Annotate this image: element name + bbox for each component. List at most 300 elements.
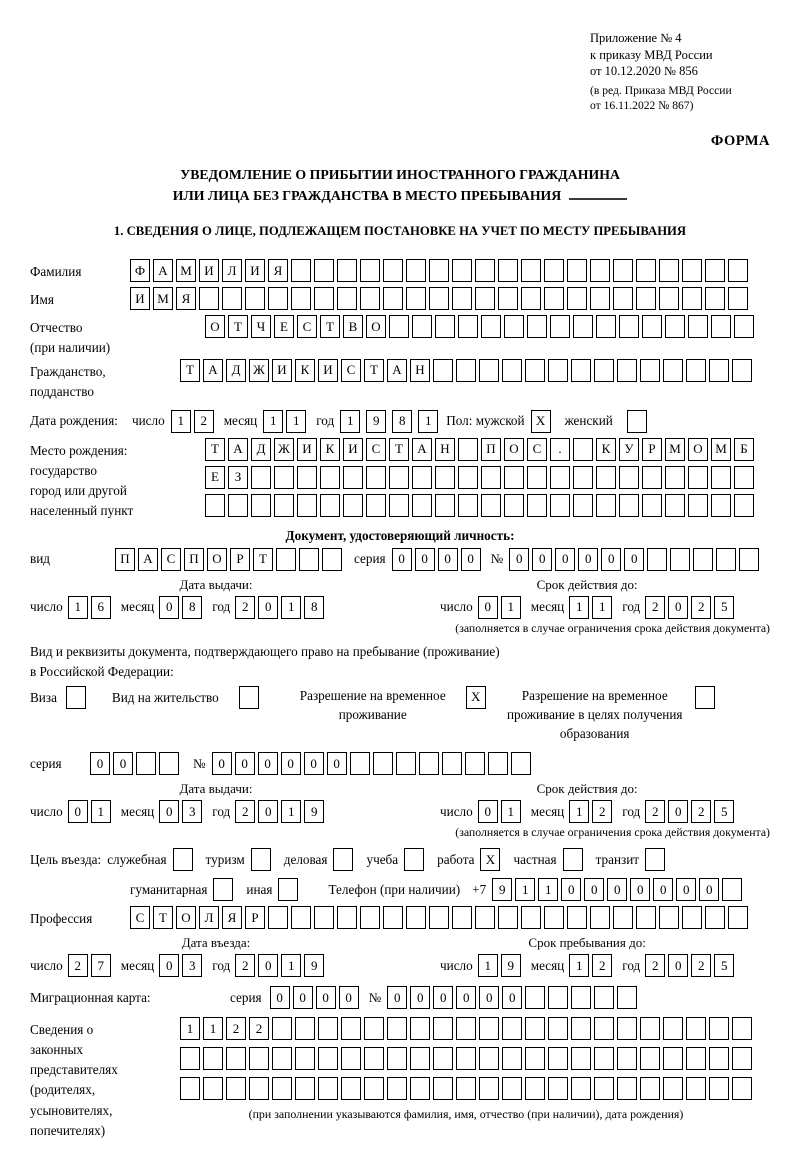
char-cell[interactable]: Т xyxy=(180,359,200,382)
char-cell[interactable]: Н xyxy=(435,438,455,461)
char-cell[interactable]: 1 xyxy=(91,800,111,823)
char-cell[interactable]: 1 xyxy=(478,954,498,977)
char-cell[interactable]: О xyxy=(504,438,524,461)
char-cell[interactable]: 1 xyxy=(286,410,306,433)
purpose-work-checkbox[interactable]: X xyxy=(480,848,500,871)
char-cell[interactable]: 9 xyxy=(492,878,512,901)
char-cell[interactable]: 2 xyxy=(249,1017,269,1040)
char-cell[interactable]: 3 xyxy=(182,800,202,823)
char-cell[interactable] xyxy=(291,259,311,282)
char-cell[interactable] xyxy=(716,548,736,571)
char-cell[interactable] xyxy=(613,906,633,929)
char-cell[interactable]: 0 xyxy=(410,986,430,1009)
char-cell[interactable]: К xyxy=(320,438,340,461)
char-cell[interactable]: 1 xyxy=(569,954,589,977)
char-cell[interactable] xyxy=(613,259,633,282)
char-cell[interactable] xyxy=(640,359,660,382)
char-cell[interactable] xyxy=(314,906,334,929)
char-cell[interactable] xyxy=(387,1047,407,1070)
char-cell[interactable] xyxy=(337,259,357,282)
char-cell[interactable] xyxy=(709,359,729,382)
char-cell[interactable] xyxy=(728,906,748,929)
purpose-humanitarian-checkbox[interactable] xyxy=(213,878,233,901)
char-cell[interactable] xyxy=(435,466,455,489)
char-cell[interactable] xyxy=(642,466,662,489)
char-cell[interactable] xyxy=(711,494,731,517)
char-cell[interactable] xyxy=(412,494,432,517)
char-cell[interactable] xyxy=(268,287,288,310)
char-cell[interactable] xyxy=(412,466,432,489)
char-cell[interactable] xyxy=(647,548,667,571)
char-cell[interactable]: 2 xyxy=(235,954,255,977)
char-cell[interactable] xyxy=(548,359,568,382)
char-cell[interactable]: М xyxy=(711,438,731,461)
char-cell[interactable] xyxy=(504,494,524,517)
char-cell[interactable]: А xyxy=(203,359,223,382)
char-cell[interactable] xyxy=(682,259,702,282)
char-cell[interactable]: С xyxy=(341,359,361,382)
char-cell[interactable]: 0 xyxy=(339,986,359,1009)
char-cell[interactable] xyxy=(739,548,759,571)
char-cell[interactable] xyxy=(734,315,754,338)
char-cell[interactable] xyxy=(389,466,409,489)
char-cell[interactable] xyxy=(433,1017,453,1040)
char-cell[interactable]: 2 xyxy=(194,410,214,433)
char-cell[interactable] xyxy=(567,287,587,310)
char-cell[interactable] xyxy=(383,259,403,282)
male-checkbox[interactable]: X xyxy=(531,410,551,433)
char-cell[interactable] xyxy=(488,752,508,775)
char-cell[interactable] xyxy=(479,359,499,382)
char-cell[interactable] xyxy=(366,466,386,489)
char-cell[interactable]: С xyxy=(366,438,386,461)
char-cell[interactable] xyxy=(199,287,219,310)
char-cell[interactable] xyxy=(709,1077,729,1100)
char-cell[interactable]: 1 xyxy=(538,878,558,901)
char-cell[interactable] xyxy=(314,259,334,282)
char-cell[interactable] xyxy=(251,494,271,517)
char-cell[interactable]: 5 xyxy=(714,596,734,619)
char-cell[interactable]: 2 xyxy=(691,800,711,823)
char-cell[interactable] xyxy=(705,259,725,282)
char-cell[interactable]: М xyxy=(176,259,196,282)
char-cell[interactable] xyxy=(567,259,587,282)
char-cell[interactable] xyxy=(521,259,541,282)
char-cell[interactable] xyxy=(590,259,610,282)
char-cell[interactable] xyxy=(297,494,317,517)
char-cell[interactable] xyxy=(525,359,545,382)
char-cell[interactable]: М xyxy=(665,438,685,461)
char-cell[interactable]: 0 xyxy=(159,596,179,619)
char-cell[interactable]: 2 xyxy=(235,596,255,619)
char-cell[interactable] xyxy=(550,466,570,489)
char-cell[interactable] xyxy=(222,287,242,310)
char-cell[interactable]: И xyxy=(318,359,338,382)
char-cell[interactable] xyxy=(383,287,403,310)
purpose-study-checkbox[interactable] xyxy=(404,848,424,871)
char-cell[interactable]: Т xyxy=(205,438,225,461)
char-cell[interactable]: Т xyxy=(228,315,248,338)
char-cell[interactable]: 0 xyxy=(212,752,232,775)
char-cell[interactable] xyxy=(665,466,685,489)
char-cell[interactable] xyxy=(525,1077,545,1100)
char-cell[interactable] xyxy=(456,359,476,382)
char-cell[interactable]: 0 xyxy=(316,986,336,1009)
char-cell[interactable] xyxy=(688,494,708,517)
char-cell[interactable] xyxy=(159,752,179,775)
char-cell[interactable]: 0 xyxy=(68,800,88,823)
char-cell[interactable] xyxy=(435,494,455,517)
char-cell[interactable] xyxy=(728,287,748,310)
char-cell[interactable]: 2 xyxy=(645,800,665,823)
char-cell[interactable] xyxy=(410,1047,430,1070)
char-cell[interactable]: 0 xyxy=(258,954,278,977)
char-cell[interactable] xyxy=(318,1017,338,1040)
char-cell[interactable]: 0 xyxy=(668,596,688,619)
char-cell[interactable] xyxy=(272,1047,292,1070)
char-cell[interactable] xyxy=(573,466,593,489)
char-cell[interactable] xyxy=(665,494,685,517)
char-cell[interactable]: 0 xyxy=(387,986,407,1009)
char-cell[interactable]: С xyxy=(161,548,181,571)
char-cell[interactable]: Е xyxy=(274,315,294,338)
char-cell[interactable] xyxy=(410,1017,430,1040)
char-cell[interactable]: А xyxy=(387,359,407,382)
char-cell[interactable] xyxy=(245,287,265,310)
char-cell[interactable] xyxy=(711,315,731,338)
char-cell[interactable] xyxy=(429,259,449,282)
char-cell[interactable] xyxy=(693,548,713,571)
char-cell[interactable]: 0 xyxy=(281,752,301,775)
visa-checkbox[interactable] xyxy=(66,686,86,709)
char-cell[interactable] xyxy=(481,315,501,338)
char-cell[interactable]: Л xyxy=(222,259,242,282)
char-cell[interactable] xyxy=(663,1077,683,1100)
char-cell[interactable]: О xyxy=(366,315,386,338)
char-cell[interactable] xyxy=(709,1047,729,1070)
char-cell[interactable] xyxy=(619,494,639,517)
char-cell[interactable] xyxy=(596,466,616,489)
char-cell[interactable] xyxy=(571,1077,591,1100)
char-cell[interactable] xyxy=(642,315,662,338)
char-cell[interactable]: 0 xyxy=(502,986,522,1009)
char-cell[interactable] xyxy=(343,466,363,489)
char-cell[interactable] xyxy=(550,315,570,338)
char-cell[interactable] xyxy=(322,548,342,571)
char-cell[interactable]: Т xyxy=(153,906,173,929)
char-cell[interactable]: 0 xyxy=(653,878,673,901)
char-cell[interactable] xyxy=(205,494,225,517)
char-cell[interactable] xyxy=(136,752,156,775)
char-cell[interactable] xyxy=(502,1077,522,1100)
char-cell[interactable]: 7 xyxy=(91,954,111,977)
char-cell[interactable]: К xyxy=(596,438,616,461)
char-cell[interactable] xyxy=(456,1047,476,1070)
char-cell[interactable]: 0 xyxy=(578,548,598,571)
char-cell[interactable]: 0 xyxy=(433,986,453,1009)
char-cell[interactable] xyxy=(226,1047,246,1070)
char-cell[interactable] xyxy=(521,287,541,310)
char-cell[interactable]: 1 xyxy=(171,410,191,433)
char-cell[interactable] xyxy=(711,466,731,489)
char-cell[interactable]: 1 xyxy=(592,596,612,619)
char-cell[interactable]: 0 xyxy=(461,548,481,571)
char-cell[interactable]: Б xyxy=(734,438,754,461)
char-cell[interactable] xyxy=(291,287,311,310)
char-cell[interactable]: 0 xyxy=(415,548,435,571)
char-cell[interactable] xyxy=(686,1077,706,1100)
purpose-private-checkbox[interactable] xyxy=(563,848,583,871)
char-cell[interactable] xyxy=(511,752,531,775)
char-cell[interactable]: М xyxy=(153,287,173,310)
char-cell[interactable]: 3 xyxy=(182,954,202,977)
char-cell[interactable] xyxy=(548,1047,568,1070)
char-cell[interactable] xyxy=(180,1047,200,1070)
char-cell[interactable] xyxy=(387,1077,407,1100)
char-cell[interactable] xyxy=(548,1077,568,1100)
char-cell[interactable] xyxy=(364,1017,384,1040)
char-cell[interactable] xyxy=(228,494,248,517)
char-cell[interactable]: Е xyxy=(205,466,225,489)
purpose-tourism-checkbox[interactable] xyxy=(251,848,271,871)
char-cell[interactable] xyxy=(314,287,334,310)
char-cell[interactable] xyxy=(268,906,288,929)
char-cell[interactable] xyxy=(732,1047,752,1070)
char-cell[interactable]: 2 xyxy=(235,800,255,823)
char-cell[interactable] xyxy=(465,752,485,775)
char-cell[interactable]: 5 xyxy=(714,800,734,823)
char-cell[interactable] xyxy=(337,287,357,310)
char-cell[interactable]: 1 xyxy=(418,410,438,433)
char-cell[interactable] xyxy=(502,1047,522,1070)
char-cell[interactable] xyxy=(458,315,478,338)
char-cell[interactable] xyxy=(617,1077,637,1100)
char-cell[interactable] xyxy=(318,1077,338,1100)
char-cell[interactable] xyxy=(320,466,340,489)
char-cell[interactable]: 2 xyxy=(68,954,88,977)
char-cell[interactable]: Т xyxy=(389,438,409,461)
char-cell[interactable] xyxy=(389,315,409,338)
char-cell[interactable]: 0 xyxy=(258,800,278,823)
char-cell[interactable] xyxy=(295,1047,315,1070)
char-cell[interactable] xyxy=(594,986,614,1009)
char-cell[interactable]: О xyxy=(688,438,708,461)
char-cell[interactable] xyxy=(636,287,656,310)
char-cell[interactable] xyxy=(594,1047,614,1070)
char-cell[interactable] xyxy=(295,1017,315,1040)
char-cell[interactable]: Я xyxy=(268,259,288,282)
char-cell[interactable]: 0 xyxy=(509,548,529,571)
char-cell[interactable]: 1 xyxy=(203,1017,223,1040)
char-cell[interactable]: У xyxy=(619,438,639,461)
char-cell[interactable] xyxy=(619,315,639,338)
char-cell[interactable]: В xyxy=(343,315,363,338)
char-cell[interactable] xyxy=(594,1077,614,1100)
char-cell[interactable]: 0 xyxy=(584,878,604,901)
char-cell[interactable] xyxy=(276,548,296,571)
char-cell[interactable]: 0 xyxy=(699,878,719,901)
char-cell[interactable]: 0 xyxy=(561,878,581,901)
char-cell[interactable] xyxy=(617,1047,637,1070)
char-cell[interactable]: Ж xyxy=(274,438,294,461)
char-cell[interactable] xyxy=(456,1077,476,1100)
char-cell[interactable] xyxy=(709,1017,729,1040)
purpose-official-checkbox[interactable] xyxy=(173,848,193,871)
char-cell[interactable]: О xyxy=(176,906,196,929)
residence-permit-checkbox[interactable] xyxy=(239,686,259,709)
char-cell[interactable] xyxy=(590,906,610,929)
char-cell[interactable] xyxy=(527,315,547,338)
char-cell[interactable]: 1 xyxy=(340,410,360,433)
char-cell[interactable] xyxy=(406,259,426,282)
char-cell[interactable]: Я xyxy=(222,906,242,929)
char-cell[interactable] xyxy=(659,906,679,929)
char-cell[interactable] xyxy=(504,315,524,338)
char-cell[interactable]: 0 xyxy=(113,752,133,775)
char-cell[interactable]: Л xyxy=(199,906,219,929)
char-cell[interactable]: Р xyxy=(642,438,662,461)
char-cell[interactable] xyxy=(498,259,518,282)
char-cell[interactable]: Т xyxy=(253,548,273,571)
char-cell[interactable]: И xyxy=(343,438,363,461)
char-cell[interactable] xyxy=(360,259,380,282)
char-cell[interactable] xyxy=(458,494,478,517)
char-cell[interactable] xyxy=(686,1017,706,1040)
char-cell[interactable] xyxy=(360,906,380,929)
char-cell[interactable]: П xyxy=(184,548,204,571)
char-cell[interactable]: 9 xyxy=(501,954,521,977)
char-cell[interactable] xyxy=(366,494,386,517)
char-cell[interactable]: 1 xyxy=(501,596,521,619)
char-cell[interactable] xyxy=(617,986,637,1009)
char-cell[interactable] xyxy=(659,287,679,310)
char-cell[interactable]: 0 xyxy=(258,596,278,619)
char-cell[interactable] xyxy=(596,494,616,517)
char-cell[interactable]: С xyxy=(527,438,547,461)
char-cell[interactable] xyxy=(406,287,426,310)
char-cell[interactable] xyxy=(728,259,748,282)
char-cell[interactable] xyxy=(663,1047,683,1070)
char-cell[interactable]: Т xyxy=(320,315,340,338)
char-cell[interactable]: 0 xyxy=(668,800,688,823)
char-cell[interactable] xyxy=(502,1017,522,1040)
char-cell[interactable]: А xyxy=(153,259,173,282)
char-cell[interactable] xyxy=(636,259,656,282)
char-cell[interactable] xyxy=(452,906,472,929)
char-cell[interactable] xyxy=(412,315,432,338)
char-cell[interactable]: 1 xyxy=(68,596,88,619)
char-cell[interactable] xyxy=(341,1077,361,1100)
char-cell[interactable]: Д xyxy=(226,359,246,382)
char-cell[interactable]: О xyxy=(205,315,225,338)
char-cell[interactable] xyxy=(249,1077,269,1100)
char-cell[interactable]: С xyxy=(130,906,150,929)
char-cell[interactable] xyxy=(659,259,679,282)
char-cell[interactable]: 0 xyxy=(601,548,621,571)
char-cell[interactable] xyxy=(617,359,637,382)
char-cell[interactable] xyxy=(226,1077,246,1100)
char-cell[interactable]: 0 xyxy=(258,752,278,775)
char-cell[interactable] xyxy=(688,466,708,489)
char-cell[interactable] xyxy=(571,986,591,1009)
char-cell[interactable]: 0 xyxy=(478,800,498,823)
char-cell[interactable] xyxy=(360,287,380,310)
char-cell[interactable] xyxy=(705,906,725,929)
char-cell[interactable] xyxy=(682,287,702,310)
char-cell[interactable]: Т xyxy=(364,359,384,382)
char-cell[interactable]: Р xyxy=(230,548,250,571)
char-cell[interactable] xyxy=(527,494,547,517)
char-cell[interactable] xyxy=(274,494,294,517)
char-cell[interactable] xyxy=(364,1077,384,1100)
char-cell[interactable] xyxy=(734,494,754,517)
char-cell[interactable] xyxy=(640,1077,660,1100)
purpose-business-checkbox[interactable] xyxy=(333,848,353,871)
char-cell[interactable] xyxy=(571,1047,591,1070)
char-cell[interactable]: 0 xyxy=(90,752,110,775)
char-cell[interactable] xyxy=(320,494,340,517)
char-cell[interactable] xyxy=(686,359,706,382)
char-cell[interactable]: Д xyxy=(251,438,271,461)
char-cell[interactable] xyxy=(525,1047,545,1070)
char-cell[interactable]: 2 xyxy=(592,800,612,823)
char-cell[interactable]: 1 xyxy=(263,410,283,433)
char-cell[interactable]: 0 xyxy=(159,954,179,977)
char-cell[interactable] xyxy=(527,466,547,489)
char-cell[interactable] xyxy=(502,359,522,382)
char-cell[interactable]: 0 xyxy=(456,986,476,1009)
char-cell[interactable]: 2 xyxy=(645,954,665,977)
char-cell[interactable] xyxy=(567,906,587,929)
char-cell[interactable] xyxy=(406,906,426,929)
char-cell[interactable]: 0 xyxy=(438,548,458,571)
char-cell[interactable] xyxy=(429,906,449,929)
char-cell[interactable]: 1 xyxy=(569,800,589,823)
char-cell[interactable] xyxy=(636,906,656,929)
char-cell[interactable] xyxy=(295,1077,315,1100)
char-cell[interactable] xyxy=(573,438,593,461)
char-cell[interactable] xyxy=(594,359,614,382)
char-cell[interactable] xyxy=(525,986,545,1009)
char-cell[interactable] xyxy=(665,315,685,338)
char-cell[interactable] xyxy=(435,315,455,338)
char-cell[interactable]: О xyxy=(207,548,227,571)
char-cell[interactable] xyxy=(203,1047,223,1070)
char-cell[interactable] xyxy=(640,1017,660,1040)
char-cell[interactable] xyxy=(291,906,311,929)
char-cell[interactable]: 0 xyxy=(293,986,313,1009)
char-cell[interactable] xyxy=(596,315,616,338)
char-cell[interactable] xyxy=(498,287,518,310)
char-cell[interactable] xyxy=(383,906,403,929)
char-cell[interactable]: З xyxy=(228,466,248,489)
char-cell[interactable] xyxy=(274,466,294,489)
char-cell[interactable]: 0 xyxy=(304,752,324,775)
char-cell[interactable]: И xyxy=(297,438,317,461)
char-cell[interactable]: 0 xyxy=(235,752,255,775)
char-cell[interactable]: П xyxy=(115,548,135,571)
char-cell[interactable] xyxy=(732,359,752,382)
char-cell[interactable] xyxy=(571,359,591,382)
char-cell[interactable] xyxy=(341,1017,361,1040)
char-cell[interactable] xyxy=(396,752,416,775)
char-cell[interactable]: 1 xyxy=(501,800,521,823)
char-cell[interactable] xyxy=(525,1017,545,1040)
female-checkbox[interactable] xyxy=(627,410,647,433)
char-cell[interactable] xyxy=(458,466,478,489)
char-cell[interactable]: 0 xyxy=(478,596,498,619)
char-cell[interactable]: Р xyxy=(245,906,265,929)
